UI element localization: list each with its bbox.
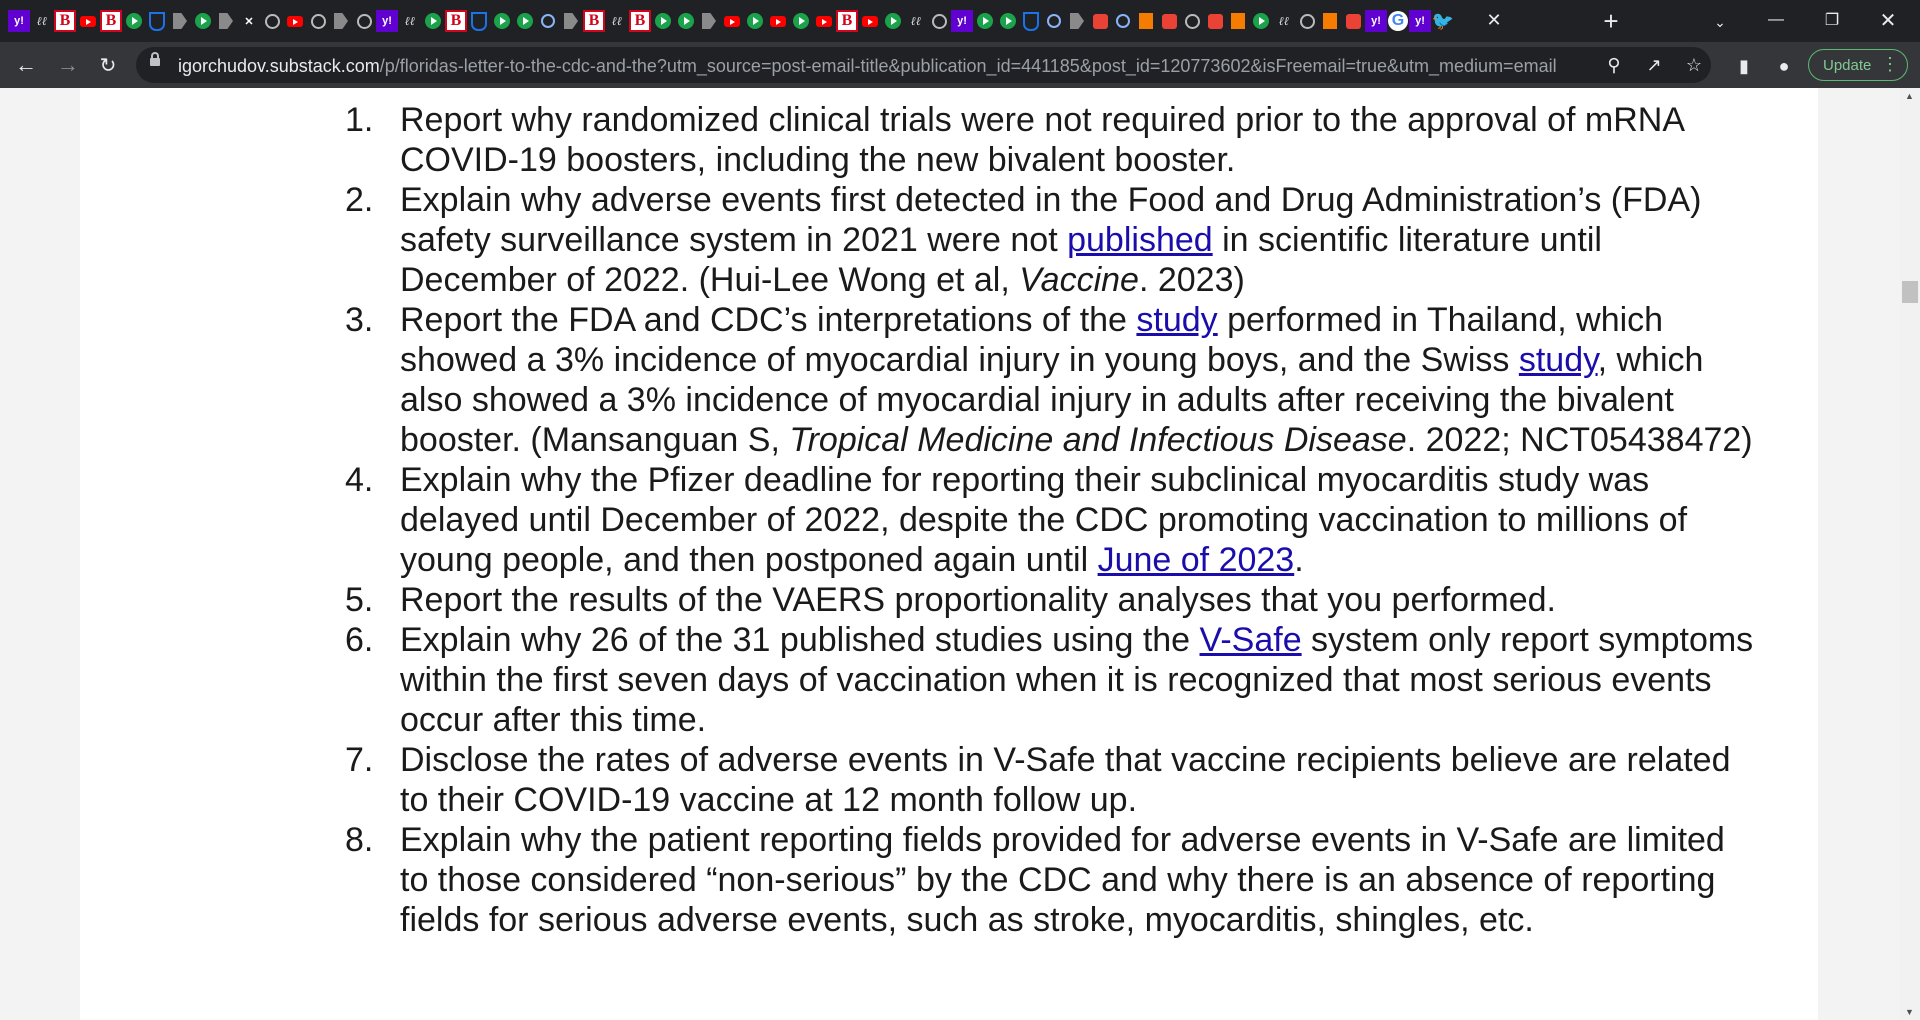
list-item-number: 2.	[345, 181, 374, 219]
pinned-tab-play-icon[interactable]	[652, 10, 674, 32]
pinned-tab-globe-icon[interactable]	[307, 10, 329, 32]
pinned-tab-yt-icon[interactable]	[721, 10, 743, 32]
pinned-tab-g-icon[interactable]	[1388, 11, 1408, 31]
list-item-number: 8.	[345, 821, 374, 859]
play-icon	[1253, 13, 1269, 29]
yahoo-icon: y!	[14, 15, 24, 27]
browser-toolbar	[0, 42, 1920, 88]
play-icon	[425, 13, 441, 29]
search-icon	[1047, 14, 1061, 28]
scroll-up-arrow-icon[interactable]: ▲	[1905, 91, 1914, 101]
shield-icon	[149, 12, 165, 31]
list-item-text: Explain why adverse events first detected in the Food and Drug Administration’s (FDA) safety surveillance system in 2021 were not	[400, 181, 1702, 259]
red-icon	[1162, 14, 1177, 29]
pinned-tab-gray-icon[interactable]	[169, 10, 191, 32]
yt-icon	[724, 16, 740, 27]
list-item-number: 7.	[345, 741, 374, 779]
page-content	[80, 88, 1818, 1020]
yahoo-icon: y!	[1415, 15, 1425, 27]
list-item-text: , which also showed a 3% incidence of myocardial injury in adults after receiving the bivalent booster. (Mansanguan S,	[400, 341, 1704, 459]
letter-requests-list	[340, 100, 1760, 940]
pinned-tab-play-icon[interactable]	[192, 10, 214, 32]
list-item-number: 6.	[345, 621, 374, 659]
pinned-tab-globe-icon[interactable]	[261, 10, 283, 32]
shield-icon	[471, 12, 487, 31]
pinned-tab-shield-icon[interactable]	[1020, 10, 1042, 32]
plus-icon: +	[1603, 5, 1619, 36]
gray-icon	[219, 13, 233, 29]
pinned-tab-bi-icon[interactable]	[54, 10, 76, 32]
pinned-tab-gray-icon[interactable]	[698, 10, 720, 32]
list-item	[340, 740, 1760, 820]
yt-icon	[816, 16, 832, 27]
pinned-tab-ll-icon[interactable]	[1273, 10, 1295, 32]
pinned-tab-play-icon[interactable]	[974, 10, 996, 32]
pinned-tab-play-icon[interactable]	[514, 10, 536, 32]
bi-icon: B	[105, 12, 117, 29]
pinned-tab-gray-icon[interactable]	[215, 10, 237, 32]
pinned-tab-yt-icon[interactable]	[813, 10, 835, 32]
pinned-tab-ll-icon[interactable]	[606, 10, 628, 32]
reference-link[interactable]: study	[1518, 341, 1598, 379]
close-tab-icon[interactable]	[1480, 6, 1508, 34]
x-icon: ✕	[244, 15, 254, 28]
play-icon	[747, 13, 763, 29]
list-item-number: 1.	[345, 101, 374, 139]
pinned-tab-ll-icon[interactable]	[905, 10, 927, 32]
url-text[interactable]	[178, 56, 1557, 77]
list-item-number: 3.	[345, 301, 374, 339]
globe-icon	[357, 14, 372, 29]
tab-strip	[0, 0, 1920, 42]
list-item	[340, 820, 1760, 940]
pinned-tab-yahoo-icon[interactable]	[1409, 10, 1431, 32]
list-item-text: Explain why 26 of the 31 published studies using the	[400, 621, 1200, 659]
window-close-icon[interactable]: ✕	[1879, 9, 1897, 32]
pinned-tab-yahoo-icon[interactable]	[8, 10, 30, 32]
bi-icon: B	[588, 12, 600, 29]
red-icon	[1346, 14, 1361, 29]
pinned-tab-bi-icon[interactable]	[836, 10, 858, 32]
pinned-tab-tw-icon[interactable]	[1432, 10, 1454, 32]
globe-icon	[265, 14, 280, 29]
back-arrow-icon[interactable]: ←	[15, 52, 37, 77]
list-item-text: Report the FDA and CDC’s interpretations of the	[400, 301, 1137, 339]
pinned-tab-play-icon[interactable]	[744, 10, 766, 32]
pinned-tab-play-icon[interactable]	[997, 10, 1019, 32]
pinned-tab-globe-icon[interactable]	[1296, 10, 1318, 32]
pinned-tab-ll-icon[interactable]	[31, 10, 53, 32]
play-icon	[655, 13, 671, 29]
list-item-number: 4.	[345, 461, 374, 499]
pinned-tab-gray-icon[interactable]	[330, 10, 352, 32]
zoom-icon[interactable]: ⚲	[1607, 54, 1621, 75]
gray-icon	[702, 13, 716, 29]
pinned-tab-play-icon[interactable]	[491, 10, 513, 32]
list-item-text: Disclose the rates of adverse events in V-Safe that vaccine recipients believe are related to their COVID-19 vaccine at 12 month follow up.	[400, 741, 1731, 819]
pinned-tab-play-icon[interactable]	[790, 10, 812, 32]
pinned-tab-globe-icon[interactable]	[353, 10, 375, 32]
search-icon	[1116, 14, 1130, 28]
pinned-tab-x-icon[interactable]	[238, 10, 260, 32]
play-icon	[1000, 13, 1016, 29]
ll-icon: ℓℓ	[611, 13, 623, 28]
pinned-tab-play-icon[interactable]	[675, 10, 697, 32]
pinned-tab-gray-icon[interactable]	[1066, 10, 1088, 32]
pinned-tab-search-icon[interactable]	[1112, 10, 1134, 32]
pinned-tab-search-icon[interactable]	[537, 10, 559, 32]
update-label: Update	[1823, 56, 1872, 74]
reference-link[interactable]: study	[1136, 301, 1218, 339]
pinned-tab-search-icon[interactable]	[1043, 10, 1065, 32]
scrollbar-thumb[interactable]	[1902, 281, 1918, 303]
list-item	[340, 300, 1760, 460]
pinned-tab-red-icon[interactable]	[1342, 10, 1364, 32]
list-item-text: . 2022; NCT05438472)	[1406, 421, 1753, 459]
update-button[interactable]	[1808, 49, 1908, 81]
forward-arrow-icon[interactable]: →	[57, 52, 79, 77]
pinned-tab-red-icon[interactable]	[1158, 10, 1180, 32]
list-item-text: Report why randomized clinical trials were not required prior to the approval of mRNA COVID-19 boosters, including the new bivalent booster.	[400, 101, 1684, 179]
yahoo-icon: y!	[382, 15, 392, 27]
pinned-tab-yt-icon[interactable]	[767, 10, 789, 32]
pinned-tab-play-icon[interactable]	[123, 10, 145, 32]
new-tab-button[interactable]	[1596, 6, 1626, 36]
pinned-tab-orange-icon[interactable]	[1135, 10, 1157, 32]
orange-icon	[1139, 13, 1153, 29]
ll-icon: ℓℓ	[404, 13, 416, 28]
globe-icon	[932, 14, 947, 29]
pinned-tab-play-icon[interactable]	[422, 10, 444, 32]
tw-icon: 🐦	[1431, 10, 1455, 31]
url-path: /p/floridas-letter-to-the-cdc-and-the?utm_source=post-email-title&publication_id=441185&post_id=120773602&isFreemail=true&utm_medium=email	[379, 56, 1557, 76]
pinned-tab-yahoo-icon[interactable]	[1365, 10, 1387, 32]
globe-icon	[1300, 14, 1315, 29]
pinned-tab-yahoo-icon[interactable]	[376, 10, 398, 32]
yt-icon	[80, 16, 96, 27]
share-icon[interactable]: ↗	[1646, 54, 1662, 75]
yt-icon	[862, 16, 878, 27]
yahoo-icon: y!	[957, 15, 967, 27]
yt-icon	[770, 16, 786, 27]
play-icon	[678, 13, 694, 29]
close-tab-glyph: ✕	[1486, 9, 1502, 30]
menu-dots-icon: ⋮	[1881, 54, 1899, 74]
list-item	[340, 580, 1760, 620]
play-icon	[793, 13, 809, 29]
scroll-down-arrow-icon[interactable]: ▼	[1905, 1007, 1914, 1017]
pinned-tab-icons	[8, 8, 1455, 34]
reference-link[interactable]: June of 2023	[1097, 541, 1295, 579]
url-host: igorchudov.substack.com	[178, 56, 380, 76]
profile-avatar-icon[interactable]: ●	[1778, 55, 1790, 76]
orange-icon	[1231, 13, 1245, 29]
globe-icon	[311, 14, 326, 29]
address-bar[interactable]	[136, 47, 1711, 83]
play-icon	[494, 13, 510, 29]
red-icon	[1208, 14, 1223, 29]
gray-icon	[173, 13, 187, 29]
list-item-text: system only report symptoms within the first seven days of vaccination when it is recognized that most serious events occur after this time.	[400, 621, 1754, 739]
pinned-tab-play-icon[interactable]	[1250, 10, 1272, 32]
reload-icon[interactable]: ↻	[99, 54, 117, 77]
pinned-tab-gray-icon[interactable]	[560, 10, 582, 32]
pinned-tab-play-icon[interactable]	[882, 10, 904, 32]
shield-icon	[1023, 12, 1039, 31]
ll-icon: ℓℓ	[910, 13, 922, 28]
pinned-tab-globe-icon[interactable]	[1181, 10, 1203, 32]
bi-icon: B	[841, 12, 853, 29]
pinned-tab-red-icon[interactable]	[1204, 10, 1226, 32]
journal-title: Vaccine	[1019, 261, 1139, 299]
pinned-tab-orange-icon[interactable]	[1319, 10, 1341, 32]
play-icon	[517, 13, 533, 29]
list-item-text: Explain why the Pfizer deadline for reporting their subclinical myocarditis study was delayed until December of 2022, despite the CDC promoting vaccination to millions of young people, and then postponed again until	[400, 461, 1688, 579]
list-item-number: 5.	[345, 581, 374, 619]
list-item-text: in scientific literature until December of 2022. (Hui-Lee Wong et al,	[400, 221, 1602, 299]
list-item	[340, 460, 1760, 580]
minimize-icon[interactable]: —	[1768, 11, 1784, 28]
bookmark-star-icon[interactable]: ☆	[1685, 54, 1703, 75]
pinned-tab-yt-icon[interactable]	[77, 10, 99, 32]
pinned-tab-globe-icon[interactable]	[928, 10, 950, 32]
red-icon	[1093, 14, 1108, 29]
globe-icon	[1185, 14, 1200, 29]
gray-icon	[564, 13, 578, 29]
list-item-text: Report the results of the VAERS proportionality analyses that you performed.	[400, 581, 1556, 619]
pinned-tab-ll-icon[interactable]	[399, 10, 421, 32]
list-item	[340, 620, 1760, 740]
pinned-tab-bi-icon[interactable]	[583, 10, 605, 32]
yahoo-icon: y!	[1371, 15, 1381, 27]
reference-link[interactable]: published	[1067, 221, 1213, 259]
journal-title: Tropical Medicine and Infectious Disease	[789, 421, 1407, 459]
list-item	[340, 180, 1760, 300]
pinned-tab-bi-icon[interactable]	[629, 10, 651, 32]
ll-icon: ℓℓ	[36, 13, 48, 28]
gray-icon	[334, 13, 348, 29]
lock-icon[interactable]	[150, 58, 160, 66]
bi-icon: B	[634, 12, 646, 29]
pinned-tab-shield-icon[interactable]	[146, 10, 168, 32]
ll-icon: ℓℓ	[1278, 13, 1290, 28]
play-icon	[126, 13, 142, 29]
list-item-text: performed in Thailand, which showed a 3% incidence of myocardial injury in young boys, and the Swiss	[400, 301, 1664, 379]
bi-icon: B	[59, 12, 71, 29]
vertical-scrollbar[interactable]	[1900, 88, 1920, 1020]
pinned-tab-bi-icon[interactable]	[445, 10, 467, 32]
list-item	[340, 100, 1760, 180]
list-item-text: Explain why the patient reporting fields provided for adverse events in V-Safe are limited to those considered “non-serious” by the CDC and why there is an absence of reporting fields for serious adverse events, such as stroke, myocarditis, shingles, etc.	[400, 821, 1725, 939]
pinned-tab-bi-icon[interactable]	[100, 10, 122, 32]
pinned-tab-yt-icon[interactable]	[859, 10, 881, 32]
play-icon	[885, 13, 901, 29]
reference-link[interactable]: V-Safe	[1199, 621, 1302, 659]
play-icon	[977, 13, 993, 29]
play-icon	[195, 13, 211, 29]
orange-icon	[1323, 13, 1337, 29]
g-icon: G	[1391, 12, 1405, 29]
pinned-tab-red-icon[interactable]	[1089, 10, 1111, 32]
pinned-tab-yahoo-icon[interactable]	[951, 10, 973, 32]
pinned-tab-shield-icon[interactable]	[468, 10, 490, 32]
pinned-tab-yt-icon[interactable]	[284, 10, 306, 32]
side-panel-icon[interactable]: ▮	[1739, 55, 1749, 76]
bi-icon: B	[450, 12, 462, 29]
list-item-text: .	[1294, 541, 1304, 579]
gray-icon	[1070, 13, 1084, 29]
search-icon	[541, 14, 555, 28]
list-item-text: . 2023)	[1138, 261, 1245, 299]
pinned-tab-orange-icon[interactable]	[1227, 10, 1249, 32]
yt-icon	[287, 16, 303, 27]
restore-icon[interactable]: ❐	[1824, 12, 1840, 29]
tab-search-chevron-icon[interactable]: ⌄	[1714, 13, 1726, 30]
